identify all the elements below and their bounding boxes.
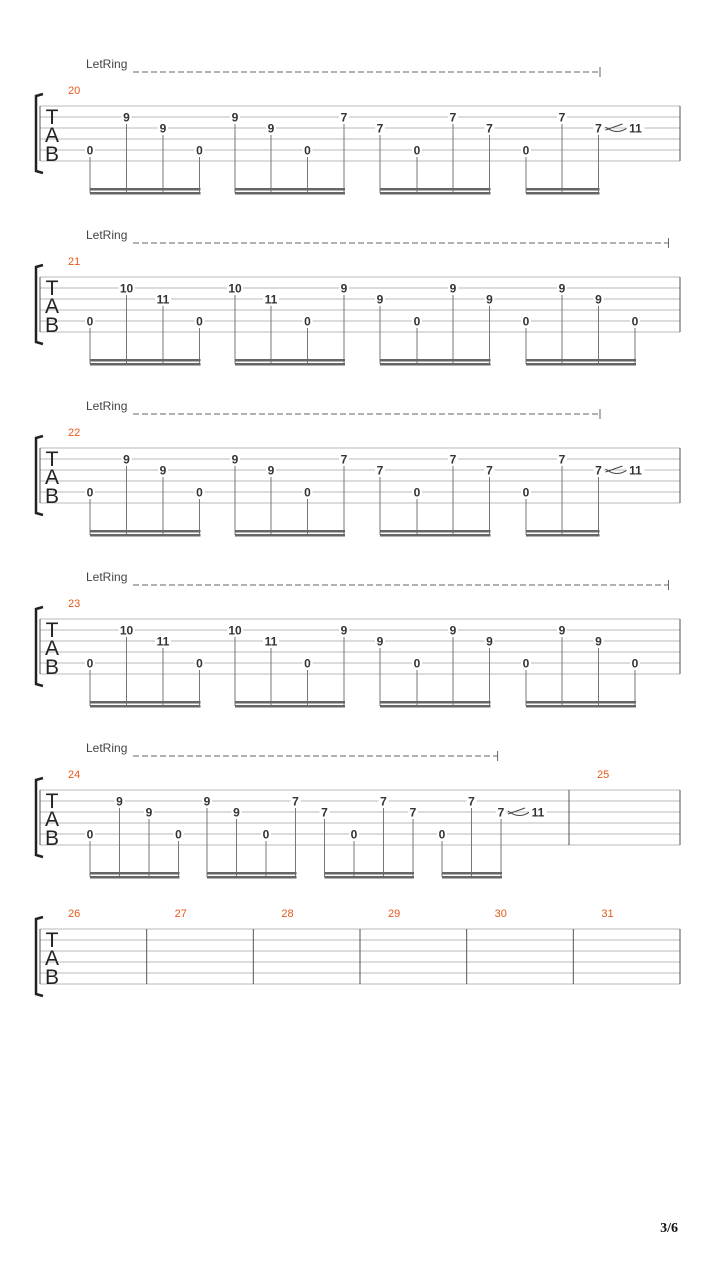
fret-number: 0 [175,827,182,842]
fret-number: 9 [159,121,167,136]
tab-system [36,741,680,879]
fret-number: 0 [196,485,203,500]
fret-number: 10 [119,623,134,638]
beam-secondary [526,363,636,366]
fret-number: 0 [86,314,94,329]
fret-number: 7 [497,805,505,820]
fret-number: 10 [228,623,242,638]
beam-secondary [442,876,502,879]
fret-number: 9 [376,634,384,649]
beam-secondary [235,705,345,708]
fret-number: 9 [340,281,348,296]
fret-number: 0 [304,485,311,500]
fret-number: 7 [409,805,417,820]
fret-number: 0 [262,827,270,842]
fret-number: 7 [468,794,475,809]
fret-number: 9 [486,292,493,307]
fret-number: 9 [595,292,602,307]
fret-number: 7 [380,794,387,809]
fret-number: 11 [264,292,278,307]
beam-primary [207,872,297,875]
fret-number: 0 [413,485,421,500]
fret-number: 0 [196,656,203,671]
fret-number: 11 [264,634,278,649]
measure-number: 23 [68,598,81,610]
beam-primary [235,530,345,533]
beam-primary [90,530,201,533]
tab-clef-letter: A [44,808,60,831]
beam-secondary [90,876,180,879]
fret-number: 7 [486,463,493,478]
beam-secondary [90,192,201,195]
measure-number: 28 [281,908,294,920]
tab-clef-letter: T [45,619,59,642]
fret-number: 0 [522,314,530,329]
letring-label: LetRing [86,228,128,242]
fret-number: 7 [340,452,348,467]
fret-number: 7 [558,110,566,125]
tab-clef-letter: B [44,314,60,337]
beam-primary [380,530,491,533]
fret-number: 9 [449,623,457,638]
fret-number: 9 [267,121,275,136]
fret-number: 0 [522,656,530,671]
tab-clef-letter: T [45,929,59,952]
fret-number: 0 [631,314,639,329]
fret-number: 0 [522,143,530,158]
fret-number: 0 [304,314,311,329]
tab-clef-letter: A [44,947,60,970]
fret-number: 7 [449,110,457,125]
fret-number: 7 [376,121,384,136]
beam-primary [90,872,180,875]
beam-secondary [90,363,201,366]
tab-clef-letter: A [44,295,60,318]
beam-primary [235,701,345,704]
fret-number: 9 [233,805,240,820]
fret-number: 7 [340,110,348,125]
measure-number: 31 [601,908,614,920]
fret-number: 0 [86,143,94,158]
tab-clef-letter: T [45,448,59,471]
fret-number: 9 [231,110,239,125]
measure-number: 25 [597,769,610,781]
tab-clef-letter: T [45,277,59,300]
tab-clef-letter: A [44,466,60,489]
fret-number: 0 [86,485,94,500]
beam-primary [380,359,491,362]
slide-target-fret: 11 [629,121,642,136]
fret-number: 0 [304,656,311,671]
fret-number: 0 [413,314,421,329]
beam-primary [526,359,636,362]
fret-number: 11 [156,292,170,307]
beam-primary [325,872,415,875]
tab-system [36,57,680,195]
page-number: 3/6 [660,1221,678,1236]
fret-number: 9 [558,623,566,638]
beam-primary [235,359,345,362]
beam-secondary [90,705,201,708]
fret-number: 7 [486,121,493,136]
beam-secondary [526,192,600,195]
fret-number: 7 [292,794,299,809]
tab-system [36,570,680,708]
fret-number: 9 [267,463,275,478]
beam-secondary [325,876,415,879]
beam-primary [442,872,502,875]
beam-primary [90,701,201,704]
measure-number: 29 [388,908,401,920]
tab-clef-letter: A [44,124,60,147]
measure-number: 26 [68,908,81,920]
beam-secondary [380,534,491,537]
fret-number: 9 [123,110,130,125]
letring-label: LetRing [86,570,128,584]
fret-number: 7 [558,452,566,467]
beam-secondary [380,363,491,366]
fret-number: 0 [304,143,311,158]
fret-number: 0 [350,827,358,842]
fret-number: 0 [438,827,446,842]
fret-number: 0 [413,656,421,671]
fret-number: 7 [449,452,457,467]
tab-system [36,908,680,996]
letring-label: LetRing [86,399,128,413]
tab-clef-letter: T [45,106,59,129]
measure-number: 21 [68,256,81,268]
tab-clef-letter: A [44,637,60,660]
fret-number: 9 [203,794,211,809]
tab-clef-letter: B [44,827,60,850]
fret-number: 10 [119,281,134,296]
letring-label: LetRing [86,57,128,71]
beam-primary [90,188,201,191]
tab-clef-letter: B [44,966,60,989]
measure-number: 24 [68,769,81,781]
fret-number: 9 [340,623,348,638]
tab-clef-letter: B [44,656,60,679]
beam-primary [380,701,491,704]
fret-number: 7 [376,463,384,478]
fret-number: 0 [413,143,421,158]
beam-primary [235,188,345,191]
fret-number: 9 [123,452,130,467]
tab-clef-letter: B [44,485,60,508]
beam-primary [526,701,636,704]
beam-secondary [526,534,600,537]
slide-target-fret: 11 [629,463,642,478]
letring-label: LetRing [86,741,128,755]
fret-number: 9 [159,463,167,478]
fret-number: 9 [376,292,384,307]
beam-secondary [90,534,201,537]
tab-clef-letter: B [44,143,60,166]
beam-primary [380,188,491,191]
fret-number: 7 [595,121,602,136]
beam-secondary [207,876,297,879]
fret-number: 7 [321,805,328,820]
fret-number: 0 [86,656,94,671]
fret-number: 0 [196,143,203,158]
measure-number: 30 [494,908,507,920]
fret-number: 0 [631,656,639,671]
slide-target-fret: 11 [531,805,545,820]
fret-number: 9 [486,634,493,649]
fret-number: 9 [595,634,602,649]
measure-number: 22 [68,427,81,439]
fret-number: 7 [595,463,602,478]
fret-number: 0 [86,827,94,842]
beam-secondary [380,705,491,708]
measure-number: 27 [174,908,187,920]
beam-primary [526,188,600,191]
fret-number: 9 [116,794,123,809]
tab-clef-letter: T [45,790,59,813]
fret-number: 9 [231,452,239,467]
beam-primary [90,359,201,362]
beam-primary [526,530,600,533]
measure-number: 20 [68,85,81,97]
fret-number: 0 [522,485,530,500]
fret-number: 10 [228,281,242,296]
fret-number: 9 [558,281,566,296]
beam-secondary [235,192,345,195]
beam-secondary [235,534,345,537]
tab-system [36,399,680,537]
tab-system [36,228,680,366]
fret-number: 11 [156,634,170,649]
fret-number: 9 [449,281,457,296]
beam-secondary [235,363,345,366]
beam-secondary [526,705,636,708]
beam-secondary [380,192,491,195]
fret-number: 0 [196,314,203,329]
fret-number: 9 [145,805,153,820]
